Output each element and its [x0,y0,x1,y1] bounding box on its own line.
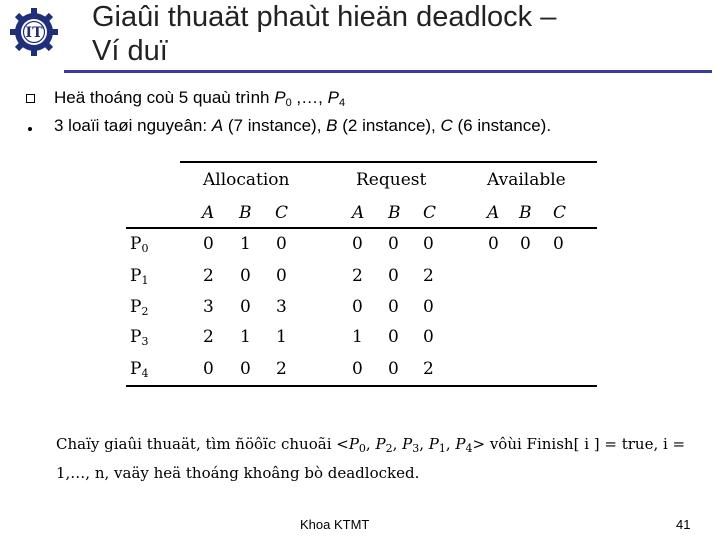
table-cell: 3 [203,297,214,317]
table-cell: 0 [553,234,564,254]
conclusion-note: Chaïy giaûi thuaät, tìm ñöôïc chuoãi $<P_0$, $P_2$, $P_3$, $P_1$, $P_4>$ vôùi Finish[ i ] = true, i = 1,…, n, vaäy heä thoáng khoâng bò deadlocked. [56,435,686,482]
col-req-b: B [388,203,401,223]
table-cell: 2 [203,327,214,347]
table-bottom-rule [126,385,597,387]
table-cell: 3 [276,297,287,317]
table-cell: 2 [352,266,363,286]
title-line-1: Giaûi thuaät phaùt hieän deadlock – [92,1,557,33]
table-cell: 0 [240,359,251,379]
table-cell: 0 [388,266,399,286]
logo-text: IT [25,25,43,41]
table-cell: 2 [203,266,214,286]
table-cell: 0 [388,359,399,379]
table-cell: 0 [388,297,399,317]
col-avail-a: A [487,203,500,223]
table-cell: 0 [388,327,399,347]
table-header-rule [126,227,597,229]
col-alloc-b: B [239,203,252,223]
table-cell: 1 [352,327,363,347]
table-cell: 0 [240,266,251,286]
table-cell: 0 [352,234,363,254]
row-label-p3: $P_3$ [130,327,149,348]
row-label-p4: $P_4$ [130,359,149,380]
col-req-c: C [423,203,437,223]
title-line-2: Ví duï [92,35,168,67]
table-cell: 0 [276,234,287,254]
table-cell: 2 [276,359,287,379]
table-cell: 0 [352,297,363,317]
table-cell: 0 [423,327,434,347]
col-avail-b: B [519,203,532,223]
table-cell: 0 [423,234,434,254]
footer-department: Khoa KTMT [300,517,370,532]
table-cell: 2 [423,266,434,286]
table-cell: 1 [240,234,251,254]
col-alloc-a: A [202,203,215,223]
header-allocation: Allocation [203,170,290,190]
table-cell: 0 [203,234,214,254]
table-cell: 0 [488,234,499,254]
col-alloc-c: C [275,203,289,223]
row-label-p0: $P_0$ [130,234,149,255]
page-number: 41 [676,517,691,532]
table-cell: 0 [352,359,363,379]
table-cell: 0 [203,359,214,379]
header-request: Request [356,170,427,190]
table-cell: 2 [423,359,434,379]
table-cell: 1 [276,327,287,347]
table-cell: 0 [388,234,399,254]
table-top-rule [180,161,597,163]
col-req-a: A [352,203,365,223]
table-cell: 0 [423,297,434,317]
table-cell: 0 [276,266,287,286]
row-label-p1: $P_1$ [130,266,149,287]
header-available: Available [487,170,566,190]
row-label-p2: $P_2$ [130,297,149,318]
table-cell: 0 [240,297,251,317]
table-cell: 0 [520,234,531,254]
col-avail-c: C [553,203,567,223]
table-cell: 1 [240,327,251,347]
